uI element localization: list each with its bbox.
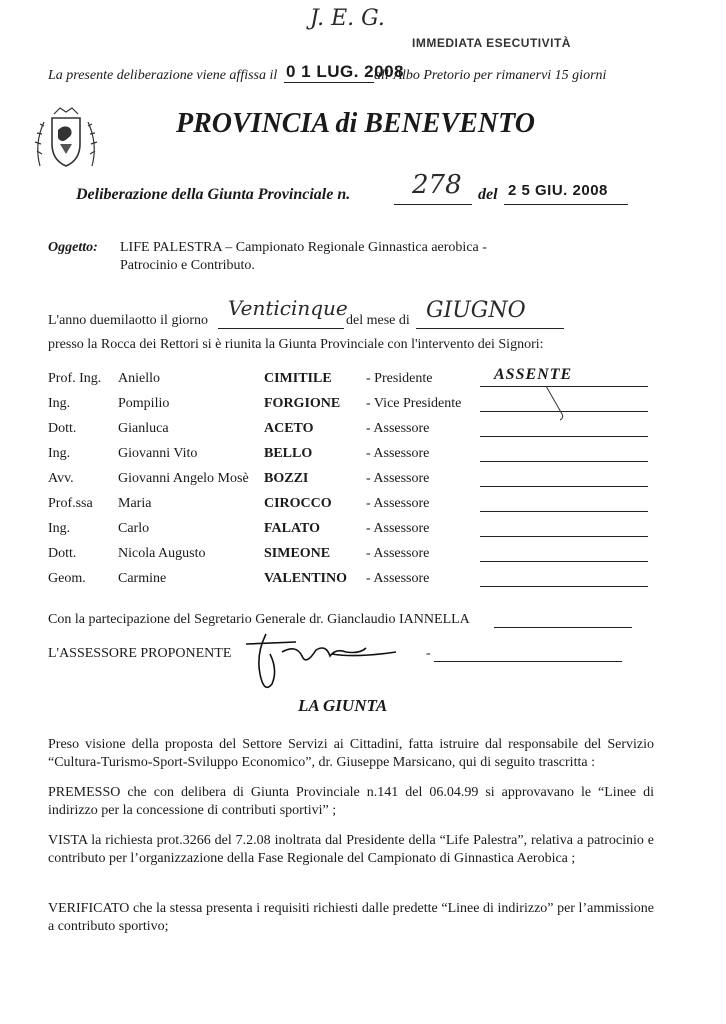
member-role: - Assessore [366, 471, 430, 486]
affissione-prefix: La presente deliberazione viene affissa il [48, 68, 278, 83]
member-last-name: VALENTINO [264, 571, 347, 586]
del-label: del [478, 186, 498, 203]
member-role: - Assessore [366, 546, 430, 561]
member-title: Dott. [48, 546, 77, 561]
member-attendance-line [480, 561, 648, 562]
handwritten-stroke-mark [540, 384, 580, 424]
deliberazione-number-underline [394, 204, 472, 205]
member-last-name: CIROCCO [264, 496, 332, 511]
member-title: Ing. [48, 396, 71, 411]
member-first-name: Giovanni Angelo Mosè [118, 471, 249, 486]
member-attendance-line [480, 536, 648, 537]
member-attendance-line [480, 436, 648, 437]
mese-underline [416, 328, 564, 329]
affissione-suffix: all’Albo Pretorio per rimanervi 15 giorni [374, 68, 607, 83]
member-role: - Assessore [366, 521, 430, 536]
member-last-name: FALATO [264, 521, 321, 536]
member-first-name: Giovanni Vito [118, 446, 198, 461]
member-last-name: CIMITILE [264, 371, 332, 386]
segretario-underline [494, 627, 632, 628]
province-coat-of-arms-icon [30, 104, 102, 176]
immediata-esecutivita-stamp: IMMEDIATA ESECUTIVITÀ [412, 36, 571, 50]
dash-separator: - [426, 646, 431, 661]
segretario-line: Con la partecipazione del Segretario Generale dr. Gianclaudio IANNELLA [48, 612, 470, 627]
paragraph-premesso: PREMESSO che con delibera di Giunta Provinciale n.141 del 06.04.99 si approvavano le “Linee di indirizzo per la concessione di contributi sportivi” ; [48, 785, 654, 818]
paragraph-verificato: VERIFICATO che la stessa presenta i requisiti richiesti dalle predette “Linee di indirizzo” per l’ammissione a contributo sportivo; [48, 901, 654, 934]
mese-handwritten: GIUGNO [426, 298, 526, 323]
member-role: - Assessore [366, 421, 430, 436]
member-title: Prof.ssa [48, 496, 93, 511]
member-title: Prof. Ing. [48, 371, 102, 386]
affissione-date-underline [284, 82, 374, 83]
member-note-handwritten: ASSENTE [494, 366, 573, 383]
member-first-name: Maria [118, 496, 152, 511]
oggetto-line-1: LIFE PALESTRA – Campionato Regionale Ginnastica aerobica - [120, 240, 487, 255]
handwritten-initials: J. E. G. [310, 6, 385, 31]
member-attendance-line [480, 486, 648, 487]
member-first-name: Carmine [118, 571, 167, 586]
member-title: Ing. [48, 446, 71, 461]
mese-label: del mese di [346, 313, 410, 328]
member-first-name: Gianluca [118, 421, 169, 436]
oggetto-line-2: Patrocinio e Contributo. [120, 258, 255, 273]
assessore-proponente-underline [434, 661, 622, 662]
member-role: - Presidente [366, 371, 433, 386]
member-first-name: Nicola Augusto [118, 546, 206, 561]
member-attendance-line [480, 586, 648, 587]
member-role: - Assessore [366, 446, 430, 461]
member-attendance-line [480, 461, 648, 462]
signature-image [236, 614, 416, 698]
member-last-name: SIMEONE [264, 546, 331, 561]
member-role: - Assessore [366, 571, 430, 586]
member-role: - Assessore [366, 496, 430, 511]
deliberazione-number-handwritten: 278 [412, 170, 462, 200]
member-attendance-line [480, 511, 648, 512]
oggetto-label: Oggetto: [48, 240, 98, 255]
assessore-proponente-label: L'ASSESSORE PROPONENTE [48, 646, 232, 661]
member-title: Dott. [48, 421, 77, 436]
member-last-name: ACETO [264, 421, 314, 436]
la-giunta-heading: LA GIUNTA [298, 696, 388, 715]
deliberazione-date-underline [504, 204, 628, 205]
member-title: Geom. [48, 571, 86, 586]
giorno-handwritten: Venticinque [228, 296, 348, 320]
giorno-underline [218, 328, 344, 329]
member-last-name: BELLO [264, 446, 313, 461]
member-first-name: Pompilio [118, 396, 170, 411]
member-title: Ing. [48, 521, 71, 536]
member-first-name: Carlo [118, 521, 150, 536]
affissione-date-stamp: 0 1 LUG. 2008 [286, 62, 405, 81]
province-title: PROVINCIA di BENEVENTO [176, 108, 535, 139]
deliberazione-date-stamp: 2 5 GIU. 2008 [508, 182, 608, 199]
presso-line: presso la Rocca dei Rettori si è riunita la Giunta Provinciale con l'intervento dei Signori: [48, 337, 544, 352]
deliberazione-label: Deliberazione della Giunta Provinciale n. [76, 186, 351, 203]
member-first-name: Aniello [118, 371, 160, 386]
anno-prefix: L'anno duemilaotto il giorno [48, 313, 208, 328]
member-role: - Vice Presidente [366, 396, 462, 411]
member-title: Avv. [48, 471, 74, 486]
member-last-name: BOZZI [264, 471, 309, 486]
member-last-name: FORGIONE [264, 396, 341, 411]
paragraph-preso-visione: Preso visione della proposta del Settore Servizi ai Cittadini, fatta istruire dal responsabile del Servizio “Cultura-Turismo-Sport-Sviluppo Economico”, dr. Giuseppe Marsicano, qui di seguito trascritta : [48, 737, 654, 770]
paragraph-vista: VISTA la richiesta prot.3266 del 7.2.08 inoltrata dal Presidente della “Life Palestra”, relativa a patrocinio e contributo per l’organizzazione della Fase Regionale del Campionato di Ginnastica Aerobica ; [48, 833, 654, 866]
